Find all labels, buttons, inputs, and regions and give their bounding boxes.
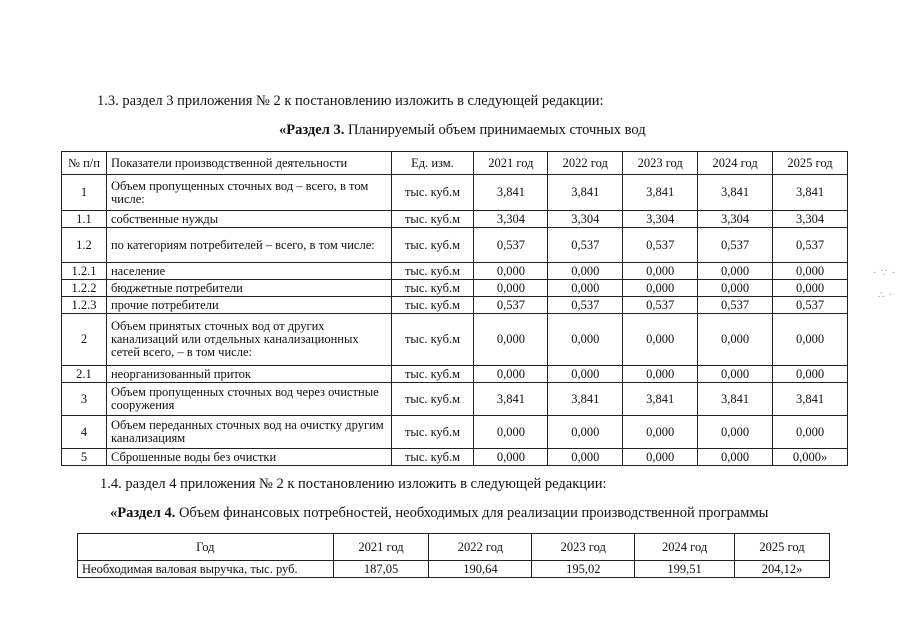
section-3-label: «Раздел 3.	[279, 122, 345, 138]
section-3-caption: Планируемый объем принимаемых сточных вод	[344, 122, 646, 138]
value-cell: 0,000	[698, 366, 773, 383]
value-cell: 3,841	[623, 383, 698, 416]
value-cell: 0,537	[548, 228, 623, 263]
header-cell: 2021 год	[333, 534, 429, 561]
value-cell: 0,000	[773, 263, 848, 280]
value-cell: 0,000	[773, 280, 848, 297]
scan-noise: · ∵ ·	[873, 268, 897, 279]
value-cell: 3,841	[698, 383, 773, 416]
row-unit: тыс. куб.м	[391, 383, 474, 416]
value-cell: 204,12»	[735, 561, 830, 578]
row-unit: тыс. куб.м	[391, 211, 474, 228]
row-number: 3	[62, 383, 107, 416]
row-indicator: по категориям потребителей – всего, в том числе:	[106, 228, 391, 263]
row-indicator: Сброшенные воды без очистки	[106, 449, 391, 466]
value-cell: 0,000	[623, 263, 698, 280]
value-cell: 0,000	[474, 366, 548, 383]
row-indicator: неорганизованный приток	[106, 366, 391, 383]
header-cell: Год	[78, 534, 334, 561]
row-unit: тыс. куб.м	[391, 228, 474, 263]
value-cell: 0,000	[623, 314, 698, 366]
value-cell: 0,537	[773, 297, 848, 314]
value-cell: 0,000	[474, 263, 548, 280]
value-cell: 3,841	[773, 175, 848, 211]
row-indicator: Объем пропущенных сточных вод через очистные сооружения	[106, 383, 391, 416]
row-unit: тыс. куб.м	[391, 263, 474, 280]
value-cell: 195,02	[532, 561, 635, 578]
table-row	[62, 211, 848, 228]
header-cell: 2024 год	[698, 152, 773, 175]
table-header-row	[78, 534, 830, 561]
row-unit: тыс. куб.м	[391, 280, 474, 297]
value-cell: 0,000	[548, 280, 623, 297]
value-cell: 3,304	[773, 211, 848, 228]
value-cell: 3,841	[474, 175, 548, 211]
table-row	[62, 314, 848, 366]
section-3-title	[279, 122, 646, 139]
value-cell: 0,000	[698, 263, 773, 280]
table-row	[62, 263, 848, 280]
value-cell: 3,304	[623, 211, 698, 228]
table-row	[62, 175, 848, 211]
value-cell: 0,537	[474, 228, 548, 263]
value-cell: 0,000	[474, 449, 548, 466]
table-row	[62, 366, 848, 383]
value-cell: 0,000	[773, 416, 848, 449]
row-unit: тыс. куб.м	[391, 416, 474, 449]
value-cell: 0,000	[698, 280, 773, 297]
row-number: 1.1	[62, 211, 107, 228]
header-cell: 2025 год	[773, 152, 848, 175]
value-cell: 3,841	[474, 383, 548, 416]
header-cell: Показатели производственной деятельности	[106, 152, 391, 175]
section-4-title	[110, 505, 768, 522]
header-cell: Ед. изм.	[391, 152, 474, 175]
row-number: 1	[62, 175, 107, 211]
row-number: 2.1	[62, 366, 107, 383]
header-cell: 2022 год	[429, 534, 532, 561]
row-unit: тыс. куб.м	[391, 175, 474, 211]
row-indicator: Объем принятых сточных вод от других канализаций или отдельных канализационных сетей всего, – в том числе:	[106, 314, 391, 366]
row-unit: тыс. куб.м	[391, 449, 474, 466]
row-number: 1.2.3	[62, 297, 107, 314]
value-cell: 190,64	[429, 561, 532, 578]
value-cell: 0,000	[623, 366, 698, 383]
row-number: 1.2.2	[62, 280, 107, 297]
value-cell: 0,000	[548, 366, 623, 383]
scan-noise: ∴ ·	[878, 290, 894, 301]
value-cell: 0,000	[773, 366, 848, 383]
value-cell: 0,537	[698, 228, 773, 263]
row-number: 1.2.1	[62, 263, 107, 280]
row-unit: тыс. куб.м	[391, 366, 474, 383]
value-cell: 0,000	[548, 449, 623, 466]
row-indicator: население	[106, 263, 391, 280]
value-cell: 0,000»	[773, 449, 848, 466]
header-cell: 2025 год	[735, 534, 830, 561]
row-indicator: собственные нужды	[106, 211, 391, 228]
row-indicator: Объем переданных сточных вод на очистку другим канализациям	[106, 416, 391, 449]
value-cell: 187,05	[333, 561, 429, 578]
paragraph-1-4: 1.4. раздел 4 приложения № 2 к постановлению изложить в следующей редакции:	[100, 476, 607, 492]
value-cell: 3,304	[474, 211, 548, 228]
row-number: 2	[62, 314, 107, 366]
header-cell: 2022 год	[548, 152, 623, 175]
header-cell: № п/п	[62, 152, 107, 175]
row-label: Необходимая валовая выручка, тыс. руб.	[78, 561, 334, 578]
row-number: 4	[62, 416, 107, 449]
section-4-caption: Объем финансовых потребностей, необходимых для реализации производственной программы	[175, 505, 769, 521]
value-cell: 0,000	[623, 280, 698, 297]
value-cell: 3,304	[548, 211, 623, 228]
value-cell: 0,000	[698, 314, 773, 366]
value-cell: 3,841	[548, 383, 623, 416]
row-indicator: прочие потребители	[106, 297, 391, 314]
header-cell: 2024 год	[635, 534, 735, 561]
value-cell: 3,841	[773, 383, 848, 416]
table-row	[62, 280, 848, 297]
row-unit: тыс. куб.м	[391, 297, 474, 314]
value-cell: 0,000	[548, 314, 623, 366]
value-cell: 3,841	[698, 175, 773, 211]
row-indicator: бюджетные потребители	[106, 280, 391, 297]
row-number: 1.2	[62, 228, 107, 263]
value-cell: 0,000	[623, 449, 698, 466]
value-cell: 0,000	[474, 416, 548, 449]
value-cell: 0,537	[474, 297, 548, 314]
value-cell: 0,000	[698, 449, 773, 466]
row-unit: тыс. куб.м	[391, 314, 474, 366]
table-row	[62, 297, 848, 314]
row-number: 5	[62, 449, 107, 466]
header-cell: 2021 год	[474, 152, 548, 175]
value-cell: 0,537	[773, 228, 848, 263]
table-row	[78, 561, 830, 578]
header-cell: 2023 год	[623, 152, 698, 175]
value-cell: 3,841	[548, 175, 623, 211]
table-row	[62, 228, 848, 263]
value-cell: 3,841	[623, 175, 698, 211]
row-indicator: Объем пропущенных сточных вод – всего, в том числе:	[106, 175, 391, 211]
value-cell: 0,537	[623, 228, 698, 263]
financial-needs-table	[77, 533, 830, 578]
value-cell: 0,537	[698, 297, 773, 314]
value-cell: 3,304	[698, 211, 773, 228]
value-cell: 0,000	[548, 416, 623, 449]
value-cell: 0,537	[623, 297, 698, 314]
value-cell: 0,000	[698, 416, 773, 449]
value-cell: 199,51	[635, 561, 735, 578]
value-cell: 0,000	[548, 263, 623, 280]
value-cell: 0,000	[623, 416, 698, 449]
table-row	[62, 383, 848, 416]
value-cell: 0,000	[474, 314, 548, 366]
wastewater-volume-table	[61, 151, 848, 466]
table-row	[62, 449, 848, 466]
value-cell: 0,000	[474, 280, 548, 297]
value-cell: 0,000	[773, 314, 848, 366]
paragraph-1-3: 1.3. раздел 3 приложения № 2 к постановлению изложить в следующей редакции:	[97, 93, 604, 109]
header-cell: 2023 год	[532, 534, 635, 561]
table-header-row	[62, 152, 848, 175]
value-cell: 0,537	[548, 297, 623, 314]
table-row	[62, 416, 848, 449]
section-4-label: «Раздел 4.	[110, 505, 176, 521]
